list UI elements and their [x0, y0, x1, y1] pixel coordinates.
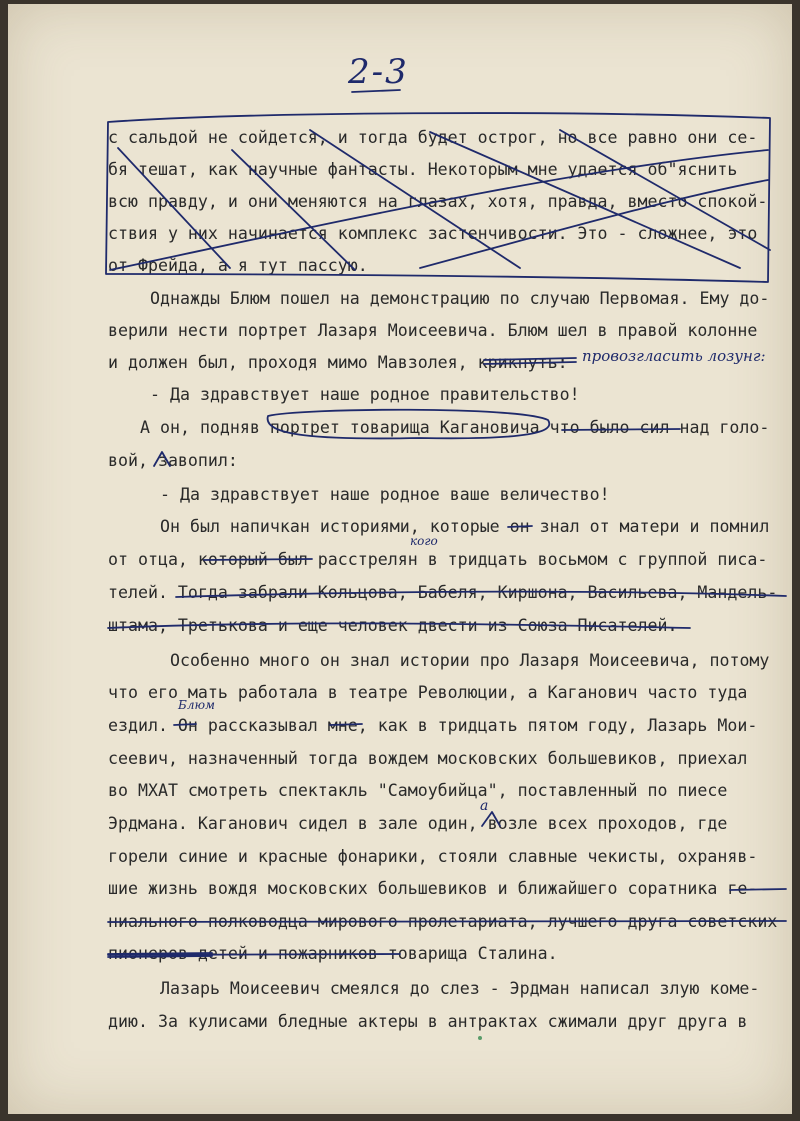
text-line: шие жизнь вождя московских большевиков и ближайшего соратника ге- — [108, 879, 758, 898]
text-line: телей. Тогда забрали Кольцова, Бабеля, Киршона, Васильева, Мандель- — [108, 583, 778, 602]
text-line: с сальдой не сойдется, и тогда будет острог, но все равно они се- — [108, 128, 758, 147]
text-line: пионеров детей и пожарников товарища Сталина. — [108, 944, 558, 963]
page-number: 2-3 — [348, 52, 409, 92]
text-line: - Да здравствует наше родное правительство! — [150, 385, 580, 404]
text-line: от Фрейда, а я тут пассую. — [108, 256, 368, 275]
text-line: горели синие и красные фонарики, стояли славные чекисты, охраняв- — [108, 847, 758, 866]
text-line: Эрдмана. Каганович сидел в зале один, возле всех проходов, где — [108, 814, 728, 833]
text-line: что его мать работала в театре Революции, а Каганович часто туда — [108, 683, 748, 702]
text-line: - Да здравствует наше родное ваше величество! — [160, 485, 610, 504]
ink-dot — [478, 1036, 482, 1040]
text-line: Особенно много он знал истории про Лазаря Моисеевича, потому — [170, 651, 770, 670]
text-line: Лазарь Моисеевич смеялся до слез - Эрдман написал злую коме- — [160, 979, 760, 998]
text-line: дию. За кулисами бледные актеры в антрактах сжимали друг друга в — [108, 1012, 748, 1031]
text-line: во МХАТ смотреть спектакль "Самоубийца", поставленный по пиесе — [108, 781, 728, 800]
text-line: вой, завопил: — [108, 451, 238, 470]
handwritten-insert: а — [480, 798, 489, 814]
text-line: от отца, который был расстрелян в тридцать восьмом с группой писа- — [108, 550, 768, 569]
text-line: бя тешат, как научные фантасты. Некоторым мне удается об"яснить — [108, 160, 738, 179]
text-line: ствия у них начинается комплекс застенчивости. Это - сложнее, это — [108, 224, 758, 243]
text-line: всю правду, и они меняются на глазах, хотя, правда, вместо спокой- — [108, 192, 768, 211]
text-line: А он, подняв портрет товарища Кагановича что было сил над голо- — [140, 418, 770, 437]
text-line: верили нести портрет Лазаря Моисеевича. Блюм шел в правой колонне — [108, 321, 758, 340]
handwritten-insert: Блюм — [178, 698, 215, 712]
text-line: ездил. Он рассказывал мне, как в тридцать пятом году, Лазарь Мои- — [108, 716, 758, 735]
text-line: сеевич, назначенный тогда вождем московских большевиков, приехал — [108, 749, 748, 768]
text-line: и должен был, проходя мимо Мавзолея, крикнуть: — [108, 353, 568, 372]
text-line: ниального полководца мирового пролетариата, лучшего друга советских — [108, 912, 778, 931]
text-line: штама, Третькова и еще человек двести из Союза Писателей. — [108, 616, 678, 635]
handwritten-insert: провозгласить лозунг: — [582, 347, 766, 365]
handwritten-insert: кого — [410, 534, 438, 548]
text-line: Однажды Блюм пошел на демонстрацию по случаю Первомая. Ему до- — [150, 289, 770, 308]
text-line: Он был напичкан историями, которые он знал от матери и помнил — [160, 517, 770, 536]
